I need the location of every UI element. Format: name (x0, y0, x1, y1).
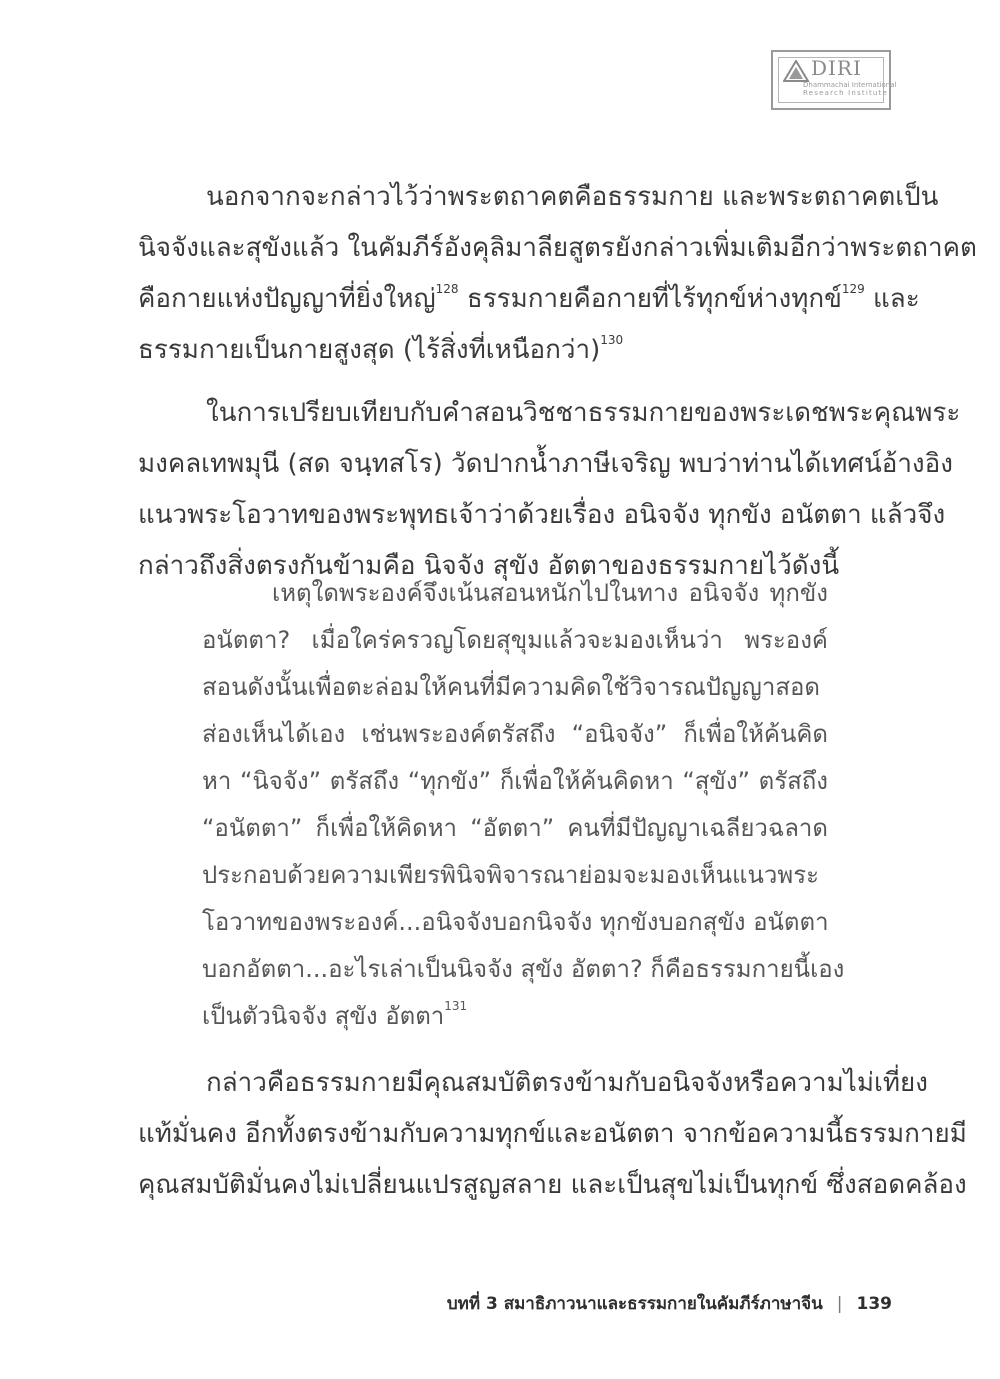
diri-logo (771, 50, 897, 110)
paragraph-3 (138, 1058, 967, 1211)
quote-line (202, 993, 828, 1040)
paragraph-line: กล่าวถึงสิ่งตรงกันข้ามคือ นิจจัง สุขัง อัตตาของธรรมกายไว้ดังนี้ (138, 551, 840, 581)
paragraph-1 (138, 172, 977, 376)
paragraph-line: มงคลเทพมุนี (สด จนฺทสโร) วัดปากน้ำภาษีเจริญ พบว่าท่านได้เทศน์อ้างอิง (138, 449, 953, 479)
quote-line: สอนดังนั้นเพื่อตะล่อมให้คนที่มีความคิดใช้วิจารณปัญญาสอด (202, 673, 820, 701)
page-number: 139 (856, 1294, 892, 1314)
paragraph-line: แท้มั่นคง อีกทั้งตรงข้ามกับความทุกข์และอนัตตา จากข้อความนี้ธรรมกายมี (138, 1119, 967, 1149)
footnote-ref: 128 (435, 282, 459, 296)
main-text (138, 172, 977, 592)
logo-name: DIRI (811, 56, 862, 80)
quote-line: หา “นิจจัง” ตรัสถึง “ทุกขัง” ก็เพื่อให้ค้นคิดหา “สุขัง” ตรัสถึง (202, 767, 828, 795)
footnote-ref: 130 (600, 333, 624, 347)
footnote-ref: 129 (841, 282, 865, 296)
text-run: เป็นตัวนิจจัง สุขัง อัตตา (202, 1002, 445, 1030)
quote-line: โอวาทของพระองค์...อนิจจังบอกนิจจัง ทุกขังบอกสุขัง อนัตตา (202, 908, 829, 936)
text-run: ธรรมกายเป็นกายสูงสุด (ไร้สิ่งที่เหนือกว่า) (138, 335, 601, 365)
footer-separator: | (836, 1294, 843, 1314)
text-run: ธรรมกายคือกายที่ไร้ทุกข์ห่างทุกข์ (458, 284, 842, 314)
paragraph-3-wrapper (138, 1058, 967, 1211)
paragraph-line: นอกจากจะกล่าวไว้ว่าพระตถาคตคือธรรมกาย และพระตถาคตเป็น (206, 182, 939, 212)
footnote-ref: 131 (444, 999, 468, 1013)
block-quote (202, 570, 845, 1040)
paragraph-line: ในการเปรียบเทียบกับคำสอนวิชชาธรรมกายของพระเดชพระคุณพระ (206, 398, 961, 428)
text-run: คือกายแห่งปัญญาที่ยิ่งใหญ่ (138, 284, 436, 314)
paragraph-line: คุณสมบัติมั่นคงไม่เปลี่ยนแปรสูญสลาย และเป็นสุขไม่เป็นทุกข์ ซึ่งสอดคล้อง (138, 1170, 967, 1200)
page-footer (447, 1290, 892, 1317)
quote-line: “อนัตตา” ก็เพื่อให้คิดหา “อัตตา” คนที่มีปัญญาเฉลียวฉลาด (202, 814, 828, 842)
logo-subtitle-2: Research Institute (803, 89, 889, 97)
quote-line: อนัตตา? เมื่อใคร่ครวญโดยสุขุมแล้วจะมองเห็นว่า พระองค์ (202, 626, 828, 654)
paragraph-line: แนวพระโอวาทของพระพุทธเจ้าว่าด้วยเรื่อง อนิจจัง ทุกขัง อนัตตา แล้วจึง (138, 500, 946, 530)
paragraph-line: กล่าวคือธรรมกายมีคุณสมบัติตรงข้ามกับอนิจจังหรือความไม่เที่ยง (206, 1068, 928, 1098)
paragraph-line (138, 325, 896, 376)
text-run: และ (864, 284, 920, 314)
logo-subtitle-1: Dhammachai International (803, 81, 897, 89)
paragraph-2 (138, 388, 961, 592)
quote-line: เหตุใดพระองค์จึงเน้นสอนหนักไปในทาง อนิจจัง ทุกขัง (272, 579, 828, 607)
quote-line: ส่องเห็นได้เอง เช่นพระองค์ตรัสถึง “อนิจจัง” ก็เพื่อให้ค้นคิด (202, 720, 828, 748)
triangle-logo-icon (783, 60, 809, 82)
paragraph-line (138, 274, 920, 325)
quote-line: ประกอบด้วยความเพียรพินิจพิจารณาย่อมจะมองเห็นแนวพระ (202, 861, 819, 889)
chapter-title: บทที่ 3 สมาธิภาวนาและธรรมกายในคัมภีร์ภาษาจีน (446, 1294, 823, 1314)
paragraph-line: นิจจังและสุขังแล้ว ในคัมภีร์อังคุลิมาลียสูตรยังกล่าวเพิ่มเติมอีกว่าพระตถาคต (138, 233, 977, 263)
quote-line: บอกอัตตา...อะไรเล่าเป็นนิจจัง สุขัง อัตตา? ก็คือธรรมกายนี้เอง (202, 955, 845, 983)
